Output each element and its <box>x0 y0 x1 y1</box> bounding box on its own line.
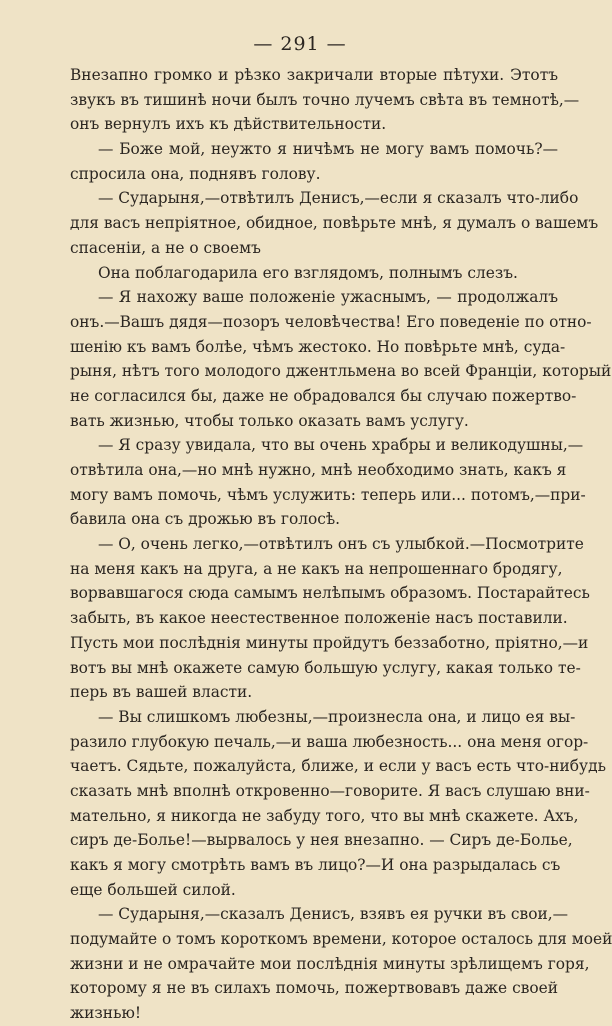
text-line: не согласился бы, даже не обрадовался бы случаю пожертво- <box>70 386 577 405</box>
text-line: Она поблагодарила его взглядомъ, полнымъ слезъ. <box>98 263 518 282</box>
text-line: спасеніи, а не о своемъ <box>70 238 261 257</box>
text-line: чаетъ. Сядьте, пожалуйста, ближе, и если у васъ есть что-нибудь <box>70 757 606 776</box>
page-number: — 291 — <box>253 33 347 55</box>
text-line: — Я сразу увидала, что вы очень храбры и великодушны,— <box>98 436 584 455</box>
text-line: перь въ вашей власти. <box>70 683 253 702</box>
text-line: на меня какъ на друга, а не какъ на непрошеннаго бродягу, <box>70 559 563 578</box>
text-line: звукъ въ тишинѣ ночи былъ точно лучемъ свѣта въ темнотѣ,— <box>70 90 580 109</box>
text-line: отвѣтила она,—но мнѣ нужно, мнѣ необходимо знать, какъ я <box>70 461 567 479</box>
text-line: шенію къ вамъ болѣе, чѣмъ жестоко. Но повѣрьте мнѣ, суда- <box>70 337 566 356</box>
text-line: — О, очень легко,—отвѣтилъ онъ съ улыбкой.—Посмотрите <box>98 535 584 554</box>
text-line: сказать мнѣ вполнѣ откровенно—говорите. Я васъ слушаю вни- <box>70 781 590 800</box>
text-line: Внезапно громко и рѣзко закричали вторые пѣтухи. Этотъ <box>70 66 558 84</box>
text-line: которому я не въ силахъ помочь, пожертвовавъ даже своей <box>70 979 558 998</box>
text-line: — Вы слишкомъ любезны,—произнесла она, и лицо ея вы- <box>98 707 576 726</box>
text-line: — Сударыня,—сказалъ Денисъ, взявъ ея ручки въ свои,— <box>98 905 569 924</box>
text-line: рыня, нѣтъ того молодого джентльмена во всей Франціи, который <box>70 362 612 381</box>
text-line: забыть, въ какое неестественное положеніе насъ поставили. <box>70 609 568 628</box>
text-line: разило глубокую печаль,—и ваша любезность... она меня огор- <box>70 732 589 751</box>
text-line: вать жизнью, чтобы только оказать вамъ услугу. <box>70 411 469 430</box>
body-text <box>70 63 612 1026</box>
text-line: могу вамъ помочь, чѣмъ услужить: теперь или... потомъ,—при- <box>70 485 586 504</box>
text-line: вотъ вы мнѣ окажете самую большую услугу, какая только те- <box>70 658 581 677</box>
text-line: — Сударыня,—отвѣтилъ Денисъ,—если я сказалъ что-либо <box>98 189 579 208</box>
text-line: бавила она съ дрожью въ голосѣ. <box>70 510 341 529</box>
text-line: онъ вернулъ ихъ къ дѣйствительности. <box>70 115 387 134</box>
text-line: еще большей силой. <box>70 880 236 899</box>
text-line: Пусть мои послѣднія минуты пройдутъ беззаботно, пріятно,—и <box>70 633 589 652</box>
text-line: — Я нахожу ваше положеніе ужаснымъ, — продолжалъ <box>98 288 558 307</box>
text-line: ворвавшагося сюда самымъ нелѣпымъ образомъ. Постарайтесь <box>70 584 590 603</box>
text-line: — Боже мой, неужто я ничѣмъ не могу вамъ помочь?— <box>98 140 558 159</box>
text-line: жизнью! <box>70 1004 142 1023</box>
text-line: какъ я могу смотрѣть вамъ въ лицо?—И она разрыдалась съ <box>70 856 561 874</box>
text-line: для васъ непріятное, обидное, повѣрьте мнѣ, я думалъ о вашемъ <box>70 214 599 233</box>
text-line: мательно, я никогда не забуду того, что вы мнѣ скажете. Ахъ, <box>70 806 579 825</box>
text-line: спросила она, поднявъ голову. <box>70 164 321 183</box>
text-line: подумайте о томъ короткомъ времени, которое осталось для моей <box>70 930 612 949</box>
text-line: жизни и не омрачайте мои послѣднія минуты зрѣлищемъ горя, <box>70 954 590 973</box>
text-line: онъ.—Вашъ дядя—позоръ человѣчества! Его поведеніе по отно- <box>70 312 592 331</box>
text-line: сиръ де-Болье!—вырвалось у нея внезапно. — Сиръ де-Болье, <box>70 831 573 850</box>
